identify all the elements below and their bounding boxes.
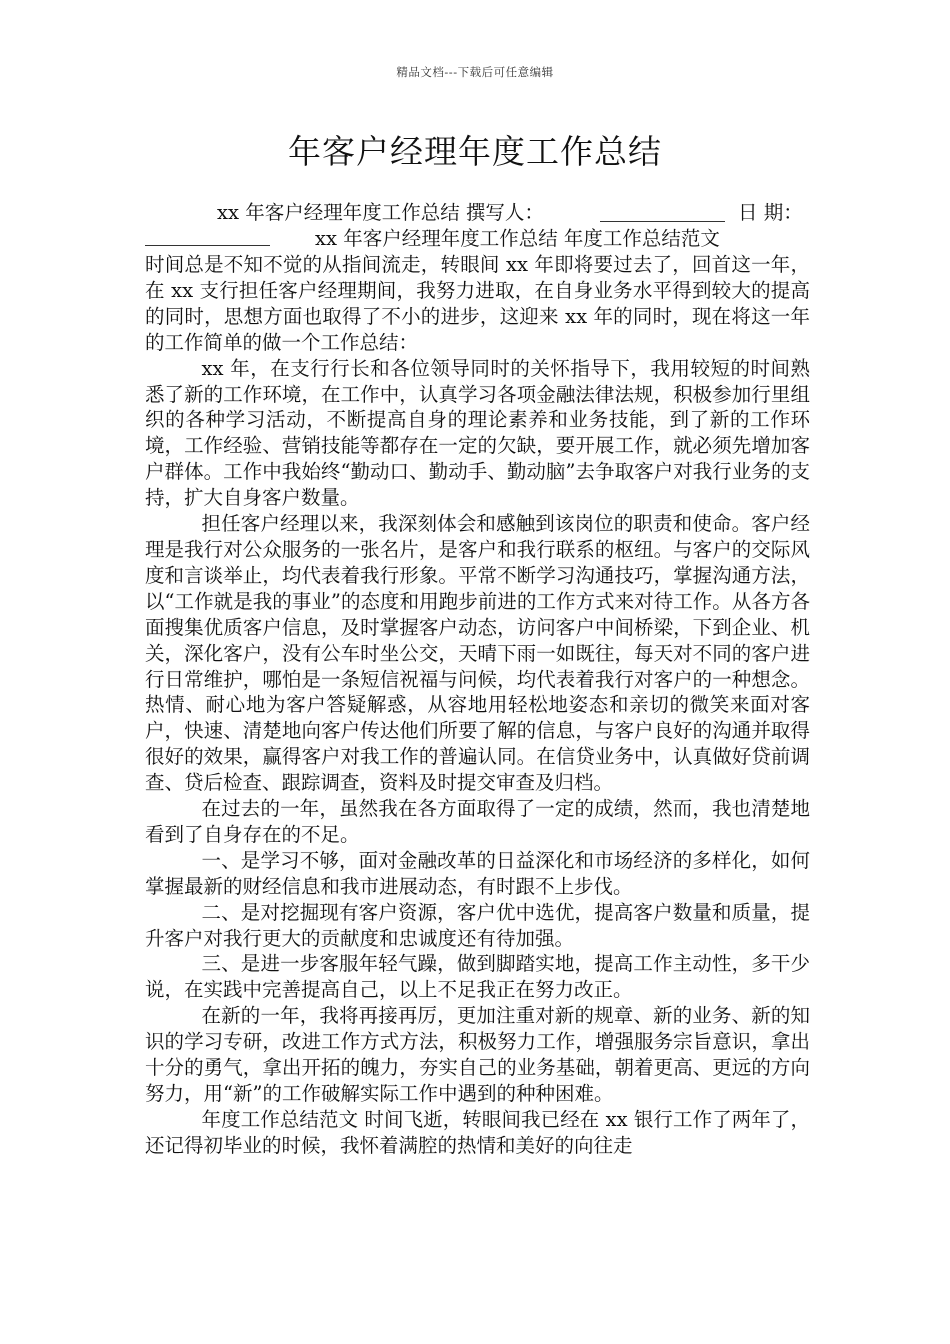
meta-date-line (145, 226, 810, 252)
meta-line1-text: xx 年客户经理年度工作总结 撰写人： (217, 201, 544, 224)
date-label: 日 期： (738, 201, 803, 224)
paragraph-5: 一、是学习不够，面对金融改革的日益深化和市场经济的多样化，如何掌握最新的财经信息和我市进展动态，有时跟不上步伐。 (145, 848, 810, 898)
paragraph-1: 时间总是不知不觉的从指间流走，转眼间 xx 年即将要过去了，回首这一年，在 xx 支行担任客户经理期间，我努力进取，在自身业务水平得到较大的提高的同时，思想方面也取得了不小的进步，这迎来 xx 年的同时，现在将这一年的工作简单的做一个工作总结： (145, 253, 810, 354)
date-blank (145, 227, 270, 246)
paragraph-2: xx 年，在支行行长和各位领导同时的关怀指导下，我用较短的时间熟悉了新的工作环境，在工作中，认真学习各项金融法律法规，积极参加行里组织的各种学习活动，不断提高自身的理论素养和业务技能，到了新的工作环境，工作经验、营销技能等都存在一定的欠缺，要开展工作，就必须先增加客户群体。工作中我始终“勤动口、勤动手、勤动脑”去争取客户对我行业务的支持，扩大自身客户数量。 (145, 356, 810, 510)
paragraph-4: 在过去的一年，虽然我在各方面取得了一定的成绩，然而，我也清楚地看到了自身存在的不足。 (145, 797, 810, 846)
paragraph-6: 二、是对挖掘现有客户资源，客户优中选优，提高客户数量和质量，提升客户对我行更大的贡献度和忠诚度还有待加强。 (145, 900, 810, 950)
header-note: 精品文档---下载后可任意编辑 (396, 65, 554, 79)
paragraph-9: 年度工作总结范文 时间飞逝，转眼间我已经在 xx 银行工作了两年了，还记得初毕业的时候，我怀着满腔的热情和美好的向往走 (145, 1107, 810, 1157)
meta-line2-text: xx 年客户经理年度工作总结 年度工作总结范文 (315, 227, 720, 250)
page-title: 年客户经理年度工作总结 (288, 132, 662, 171)
document-body (145, 200, 810, 1159)
meta-author-line (145, 200, 810, 226)
author-blank (600, 203, 725, 222)
paragraph-7: 三、是进一步客服年轻气躁，做到脚踏实地，提高工作主动性，多干少说，在实践中完善提高自己，以上不足我正在努力改正。 (145, 952, 810, 1002)
paragraph-8: 在新的一年，我将再接再厉，更加注重对新的规章、新的业务、新的知识的学习专研，改进工作方式方法，积极努力工作，增强服务宗旨意识，拿出十分的勇气，拿出开拓的魄力，夯实自己的业务基础，朝着更高、更远的方向努力，用“新”的工作破解实际工作中遇到的种种困难。 (145, 1004, 810, 1105)
paragraph-3: 担任客户经理以来，我深刻体会和感触到该岗位的职责和使命。客户经理是我行对公众服务的一张名片，是客户和我行联系的枢纽。与客户的交际风度和言谈举止，均代表着我行形象。平常不断学习沟通技巧，掌握沟通方法，以“工作就是我的事业”的态度和用跑步前进的工作方式来对待工作。从各方各面搜集优质客户信息，及时掌握客户动态，访问客户中间桥梁，下到企业、机关，深化客户，没有公车时坐公交，天晴下雨一如既往，每天对不同的客户进行日常维护，哪怕是一条短信祝福与问候，均代表着我行对客户的一种想念。热情、耐心地为客户答疑解惑，从容地用轻松地姿态和亲切的微笑来面对客户，快速、清楚地向客户传达他们所要了解的信息，与客户良好的沟通并取得很好的效果，赢得客户对我工作的普遍认同。在信贷业务中，认真做好贷前调查、贷后检查、跟踪调查，资料及时提交审查及归档。 (145, 512, 810, 795)
